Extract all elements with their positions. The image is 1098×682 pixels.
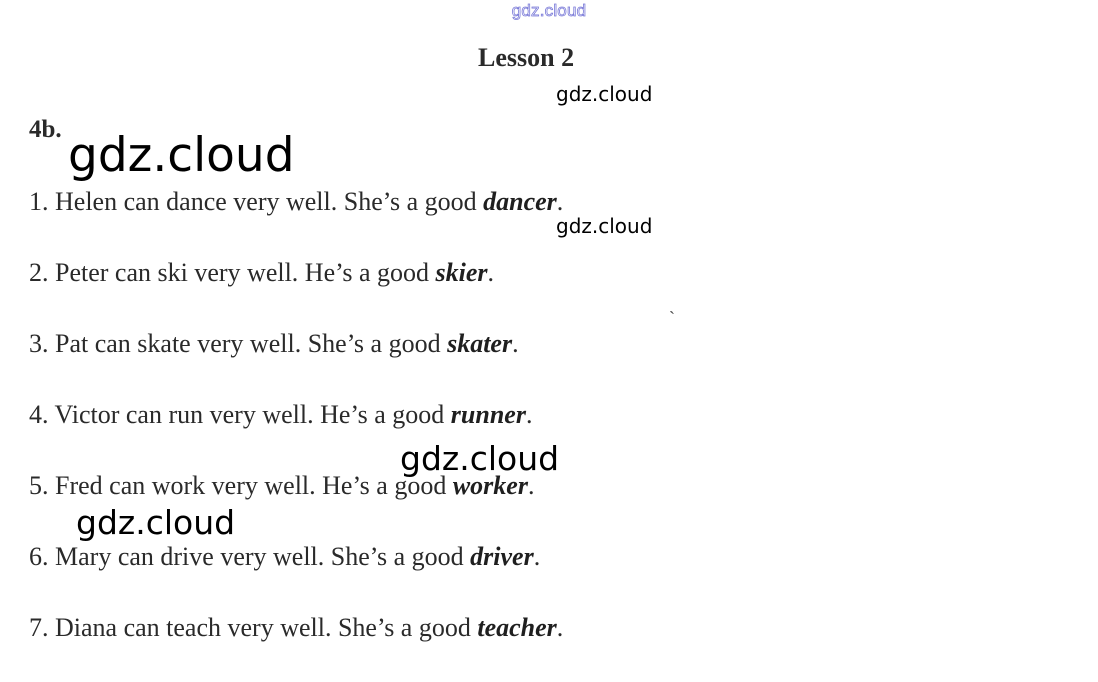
sentence-end: . — [525, 400, 533, 429]
top-watermark: gdz.cloud — [511, 1, 587, 20]
sentence-end: . — [527, 471, 535, 500]
sentence-number: 2. — [29, 258, 49, 287]
sentence-answer: worker — [452, 471, 528, 500]
sentence-text: Diana can teach very well. She’s a good — [55, 613, 471, 642]
sentence-end: . — [533, 542, 541, 571]
sentence-answer: driver — [470, 542, 534, 571]
sentence-answer: runner — [450, 400, 526, 429]
sentence-list — [29, 185, 563, 682]
sentence-answer: skier — [435, 258, 488, 287]
sentence-3 — [29, 327, 563, 398]
sentence-number: 5. — [29, 471, 49, 500]
watermark: gdz.cloud — [556, 214, 653, 238]
sentence-end: . — [556, 187, 564, 216]
lesson-title: Lesson 2 — [478, 43, 575, 72]
sentence-number: 3. — [29, 329, 49, 358]
sentence-number: 4. — [29, 400, 49, 429]
sentence-number: 6. — [29, 542, 49, 571]
sentence-text: Peter can ski very well. He’s a good — [55, 258, 430, 287]
sentence-answer: teacher — [477, 613, 557, 642]
sentence-text: Pat can skate very well. She’s a good — [55, 329, 441, 358]
sentence-text: Mary can drive very well. She’s a good — [55, 542, 464, 571]
sentence-end: . — [556, 613, 564, 642]
watermark: gdz.cloud — [556, 82, 653, 106]
sentence-text: Fred can work very well. He’s a good — [55, 471, 447, 500]
sentence-answer: dancer — [483, 187, 557, 216]
sentence-end: . — [512, 329, 519, 358]
sentence-2 — [29, 256, 563, 327]
sentence-text: Victor can run very well. He’s a good — [54, 400, 445, 429]
sentence-6 — [29, 540, 563, 611]
sentence-7 — [29, 611, 563, 682]
sentence-number: 7. — [29, 613, 49, 642]
sentence-answer: skater — [447, 329, 513, 358]
scan-speck: ` — [669, 308, 675, 328]
sentence-1 — [29, 185, 563, 256]
watermark: gdz.cloud — [68, 128, 295, 183]
sentence-end: . — [487, 258, 495, 287]
watermark: gdz.cloud — [400, 439, 560, 478]
exercise-label: 4b. — [29, 116, 62, 143]
sentence-number: 1. — [29, 187, 49, 216]
watermark: gdz.cloud — [76, 503, 236, 542]
sentence-text: Helen can dance very well. She’s a good — [55, 187, 477, 216]
